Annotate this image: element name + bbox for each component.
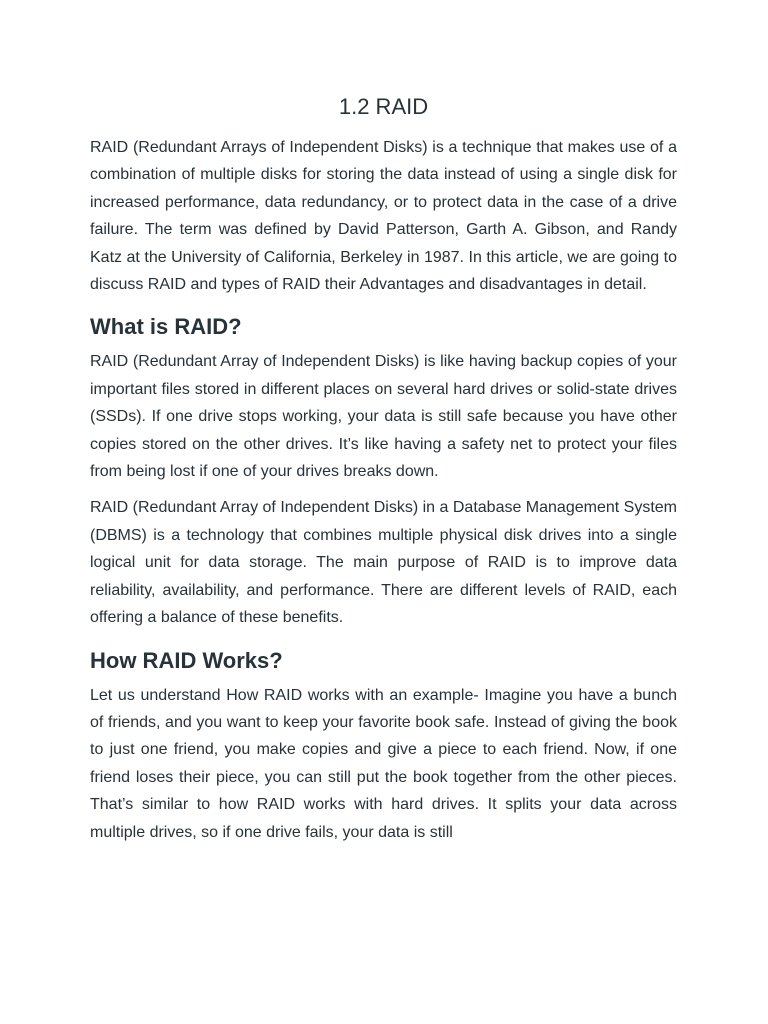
how-raid-works-paragraph-1: Let us understand How RAID works with an example- Imagine you have a bunch of friends, and you want to keep your favorite book safe. Instead of giving the book to just one friend, you make copies and give a piece to each friend. Now, if one friend loses their piece, you can still put the book together from the other pieces. That’s similar to how RAID works with hard drives. It splits your data across multiple drives, so if one drive fails, your data is still: [90, 686, 677, 841]
section-heading-what-is-raid: What is RAID?: [90, 314, 242, 340]
what-is-raid-paragraph-2: RAID (Redundant Array of Independent Disks) in a Database Management System (DBMS) is a technology that combines multiple physical disk drives into a single logical unit for data storage. The main purpose of RAID is to improve data reliability, availability, and performance. There are different levels of RAID, each offering a balance of these benefits.: [90, 499, 677, 627]
document-title: 1.2 RAID: [338, 94, 429, 119]
what-is-raid-paragraph-1: RAID (Redundant Array of Independent Disks) is like having backup copies of your important files stored in different places on several hard drives or solid-state drives (SSDs). If one drive stops working, your data is still safe because you have other copies stored on the other drives. It’s like having a safety net to protect your files from being lost if one of your drives breaks down.: [90, 353, 677, 481]
section-heading-how-raid-works: How RAID Works?: [90, 647, 283, 673]
document-page: [90, 90, 677, 855]
intro-paragraph: RAID (Redundant Arrays of Independent Disks) is a technique that makes use of a combination of multiple disks for storing the data instead of using a single disk for increased performance, data redundancy, or to protect data in the case of a drive failure. The term was defined by David Patterson, Garth A. Gibson, and Randy Katz at the University of California, Berkeley in 1987. In this article, we are going to discuss RAID and types of RAID their Advantages and disadvantages in detail.: [90, 139, 677, 294]
